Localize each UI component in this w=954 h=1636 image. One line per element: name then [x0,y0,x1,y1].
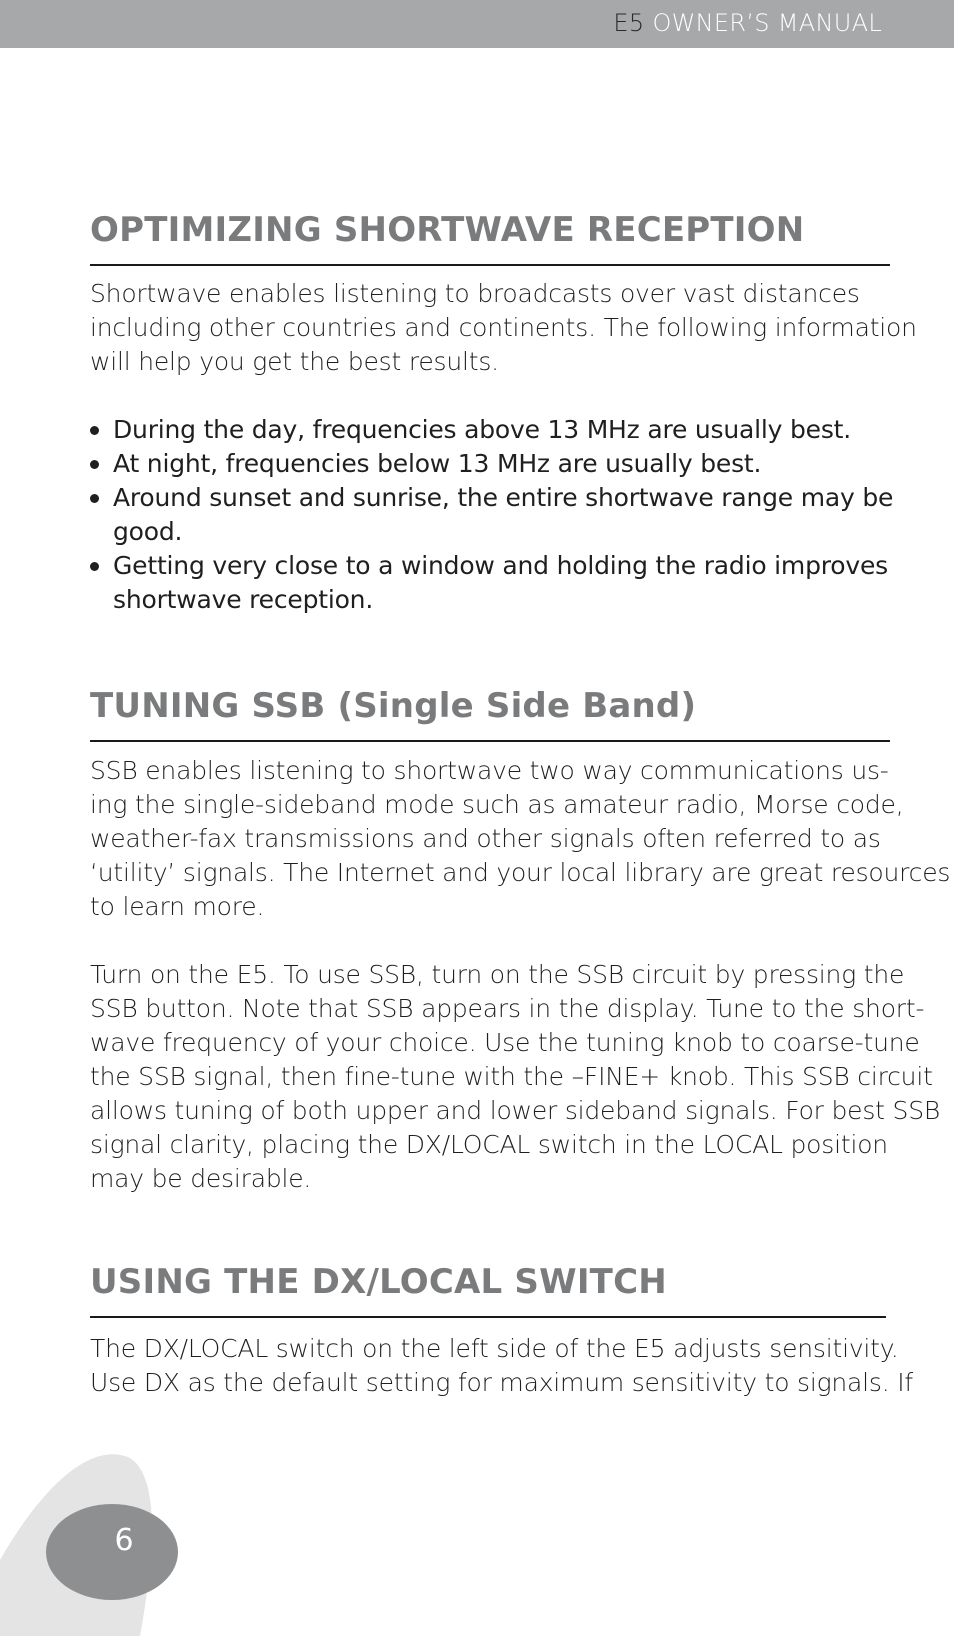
section-rule [90,1316,886,1318]
text-line: ing the single-sideband mode such as amateur radio, Morse code, [90,790,904,819]
list-item [90,447,893,481]
text-line: including other countries and continents. The following information [90,313,917,342]
shortwave-intro [90,277,917,379]
bullet-icon [90,562,99,571]
section-heading-dx-local: USING THE DX/LOCAL SWITCH [90,1262,667,1302]
text-line: to learn more. [90,892,265,921]
page-number: 6 [114,1523,134,1558]
text-line: the SSB signal, then fine-tune with the –FINE+ knob. This SSB circuit [90,1062,933,1091]
text-line: shortwave reception. [113,585,374,614]
section-heading-ssb: TUNING SSB (Single Side Band) [90,686,697,726]
ssb-instructions [90,958,940,1196]
text-line: Shortwave enables listening to broadcasts over vast distances [90,279,860,308]
text-line: The DX/LOCAL switch on the left side of the E5 adjusts sensitivity. [90,1334,899,1363]
text-line: ‘utility’ signals. The Internet and your local library are great resources [90,858,951,887]
text-line: SSB button. Note that SSB appears in the display. Tune to the short- [90,994,925,1023]
header-model: E5 [613,9,645,37]
text-line: During the day, frequencies above 13 MHz are usually best. [113,415,851,444]
bullet-icon [90,426,99,435]
text-line: weather-fax transmissions and other signals often referred to as [90,824,881,853]
bullet-icon [90,460,99,469]
text-line: signal clarity, placing the DX/LOCAL switch in the LOCAL position [90,1130,888,1159]
page-number-decoration [0,1440,200,1636]
section-rule [90,740,890,742]
text-line: allows tuning of both upper and lower sideband signals. For best SSB [90,1096,941,1125]
header-manual-title: OWNER’S MANUAL [652,9,882,37]
text-line: Getting very close to a window and holding the radio improves [113,551,888,580]
section-heading-shortwave: OPTIMIZING SHORTWAVE RECEPTION [90,210,805,250]
text-line: SSB enables listening to shortwave two way communications us- [90,756,889,785]
text-line: At night, frequencies below 13 MHz are usually best. [113,449,762,478]
text-line: will help you get the best results. [90,347,499,376]
header-bar [0,0,954,48]
text-line: good. [113,517,183,546]
list-item [90,481,893,549]
section-rule [90,264,890,266]
bullet-icon [90,494,99,503]
dx-local-description [90,1332,913,1400]
list-item [90,413,893,447]
ssb-description [90,754,950,924]
header-title [613,9,882,37]
text-line: may be desirable. [90,1164,312,1193]
text-line: wave frequency of your choice. Use the tuning knob to coarse-tune [90,1028,920,1057]
text-line: Around sunset and sunrise, the entire shortwave range may be [113,483,894,512]
text-line: Use DX as the default setting for maximum sensitivity to signals. If [90,1368,914,1397]
text-line: Turn on the E5. To use SSB, turn on the SSB circuit by pressing the [90,960,905,989]
shortwave-tips-list [90,413,893,617]
list-item [90,549,893,617]
